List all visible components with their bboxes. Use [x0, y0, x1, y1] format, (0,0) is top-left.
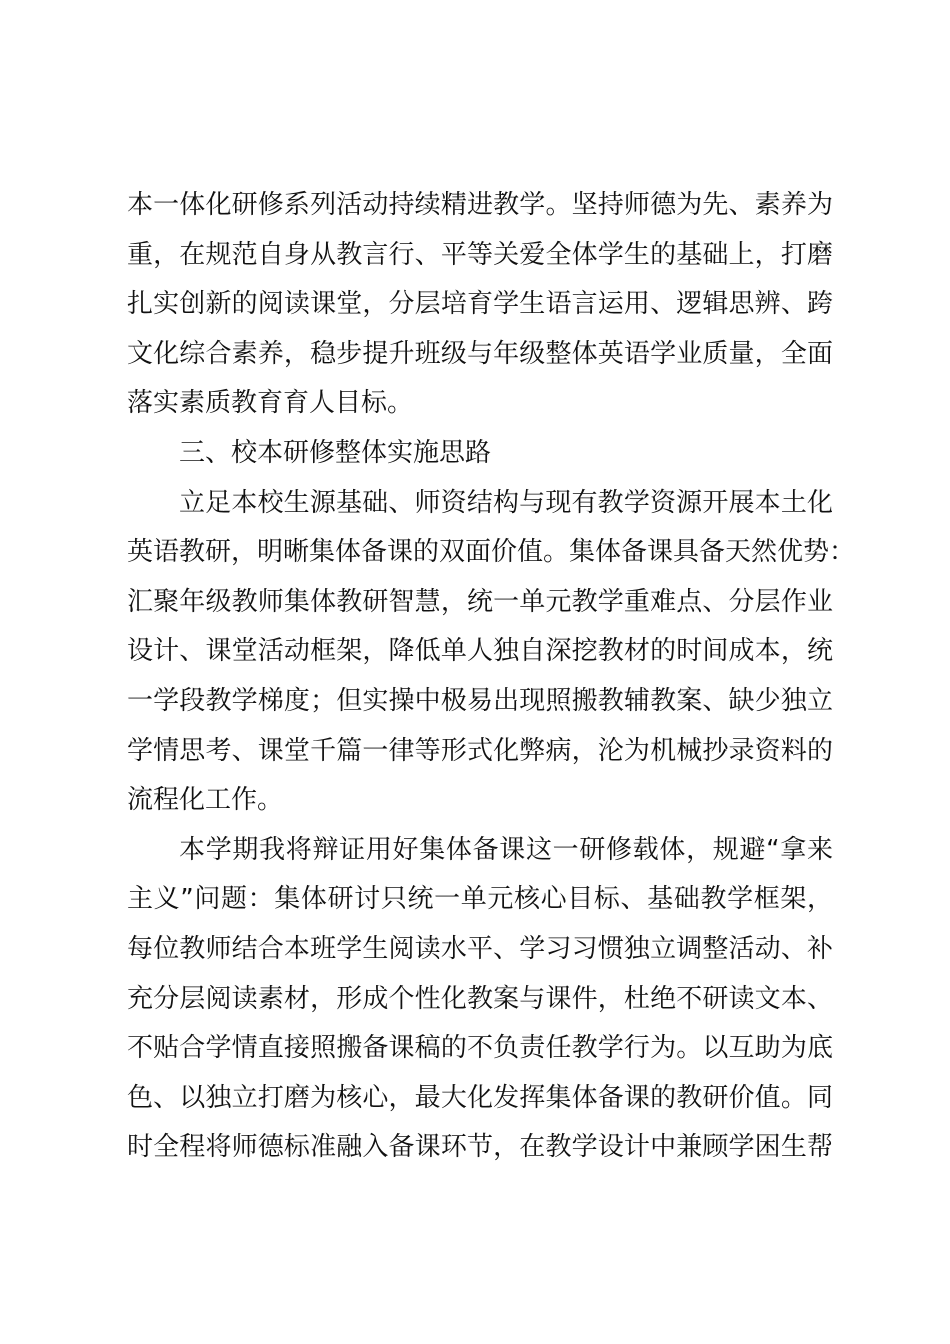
text-line: 扎实创新的阅读课堂，分层培育学生语言运用、逻辑思辨、跨 [127, 289, 833, 320]
text-line: 英语教研，明晰集体备课的双面价值。集体备课具备天然优势： [127, 537, 856, 568]
text-line: 时全程将师德标准融入备课环节，在教学设计中兼顾学困生帮 [127, 1132, 833, 1163]
text-line: 流程化工作。 [127, 785, 284, 816]
text-line: 本一体化研修系列活动持续精进教学。坚持师德为先、素养为 [127, 190, 833, 220]
paragraph [127, 479, 856, 826]
text-line: 充分层阅读素材，形成个性化教案与课件，杜绝不研读文本、 [127, 983, 833, 1014]
text-line: 主义”问题：集体研讨只统一单元核心目标、基础教学框架， [127, 884, 833, 915]
text-line: 文化综合素养，稳步提升班级与年级整体英语学业质量，全面 [127, 338, 833, 369]
document-body [127, 181, 856, 1173]
text-line: 一学段教学梯度；但实操中极易出现照搬教辅教案、缺少独立 [127, 685, 833, 716]
text-line: 本学期我将辩证用好集体备课这一研修载体，规避“拿来 [179, 834, 833, 865]
text-line: 落实素质教育育人目标。 [127, 388, 414, 419]
text-line: 汇聚年级教师集体教研智慧，统一单元教学重难点、分层作业 [127, 586, 833, 617]
text-line: 重，在规范自身从教言行、平等关爱全体学生的基础上，打磨 [127, 239, 833, 270]
text-line: 色、以独立打磨为核心，最大化发挥集体备课的教研价值。同 [127, 1082, 833, 1113]
paragraph [127, 826, 833, 1173]
heading-text: 三、校本研修整体实施思路 [179, 437, 492, 468]
text-line: 设计、课堂活动框架，降低单人独自深挖教材的时间成本，统 [127, 636, 833, 667]
text-line: 立足本校生源基础、师资结构与现有教学资源开展本土化 [179, 487, 833, 518]
text-line: 每位教师结合本班学生阅读水平、学习习惯独立调整活动、补 [127, 933, 833, 964]
text-line: 学情思考、课堂千篇一律等形式化弊病，沦为机械抄录资料的 [127, 735, 833, 766]
text-line: 不贴合学情直接照搬备课稿的不负责任教学行为。以互助为底 [127, 1033, 833, 1064]
section-heading [127, 429, 833, 479]
paragraph [127, 181, 833, 429]
